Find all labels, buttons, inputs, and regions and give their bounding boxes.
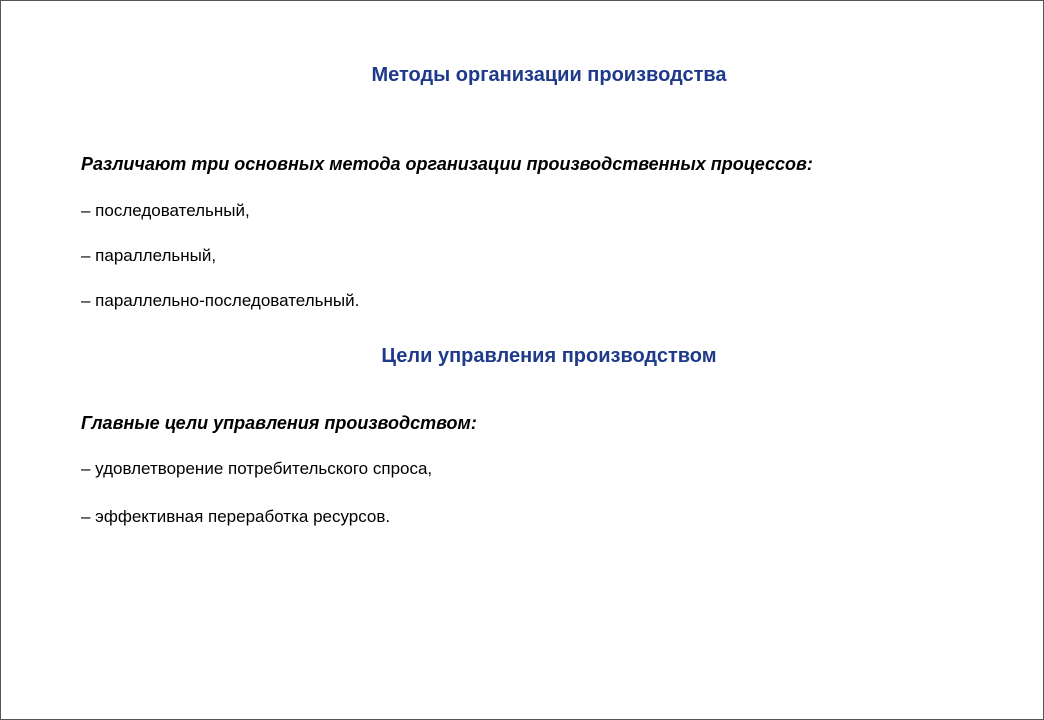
list-item: – эффективная переработка ресурсов. xyxy=(81,507,391,526)
list-item: – параллельный, xyxy=(81,246,217,265)
methods-lead-text: Различают три основных метода организации производственных процессов: xyxy=(81,154,813,174)
list-item: – параллельно-последовательный. xyxy=(81,291,360,310)
goals-lead-text: Главные цели управления производством: xyxy=(81,413,477,433)
list-item: – удовлетворение потребительского спроса, xyxy=(81,459,433,478)
section-title-methods: Методы организации производства xyxy=(371,64,727,86)
list-item: – последовательный, xyxy=(81,201,250,220)
section-title-goals: Цели управления производством xyxy=(381,345,717,367)
